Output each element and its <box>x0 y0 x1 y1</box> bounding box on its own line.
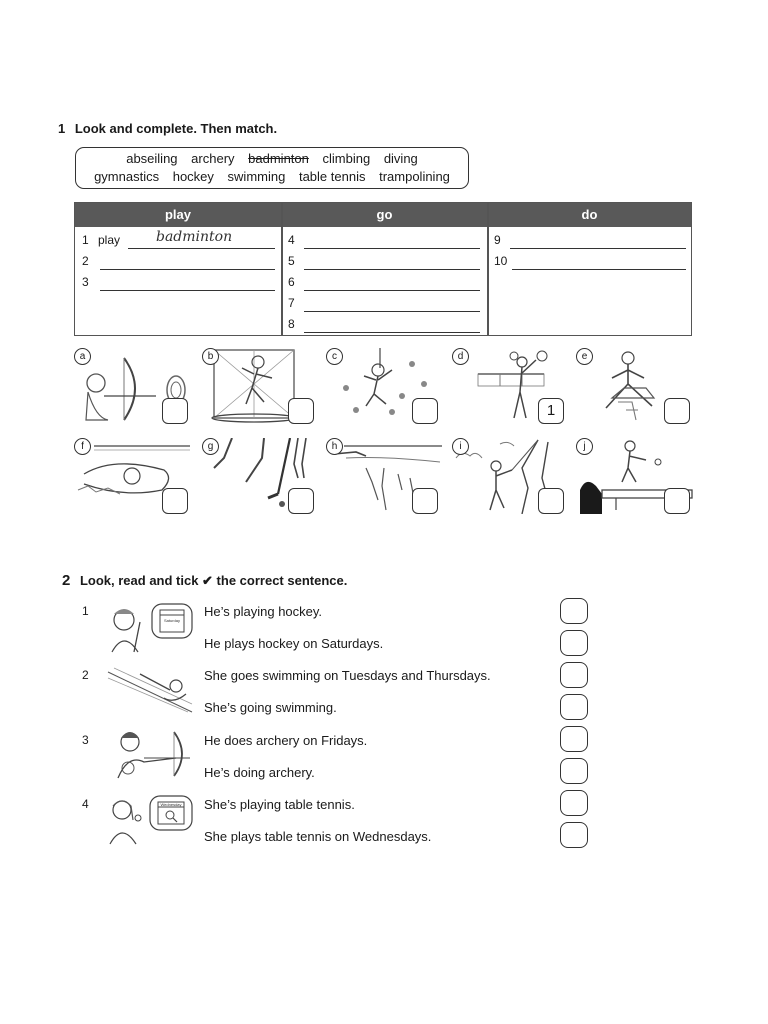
do-line-10[interactable] <box>494 254 686 272</box>
picture-letter: i <box>452 438 469 455</box>
answer-box[interactable] <box>664 398 690 424</box>
word-table-tennis: table tennis <box>298 169 366 184</box>
word-badminton-crossed: badminton <box>248 151 309 166</box>
word-bank <box>75 147 469 189</box>
play-line-2[interactable] <box>82 254 275 272</box>
item-number: 2 <box>82 254 89 268</box>
picture-letter: h <box>326 438 343 455</box>
item-number: 5 <box>288 254 295 268</box>
item-number: 7 <box>288 296 295 310</box>
picture-letter: e <box>576 348 593 365</box>
girl-swimming-icon <box>104 664 196 714</box>
answer-box[interactable] <box>538 488 564 514</box>
answer-box[interactable] <box>288 488 314 514</box>
item-number: 4 <box>82 797 89 811</box>
play-go-do-table <box>74 202 692 336</box>
answer-box[interactable] <box>162 398 188 424</box>
exercise-1-instruction: Look and complete. Then match. <box>74 121 278 136</box>
play-line-1[interactable] <box>82 229 275 251</box>
item-number: 10 <box>494 254 508 268</box>
item-number: 4 <box>288 233 295 247</box>
picture-letter: j <box>576 438 593 455</box>
picture-h <box>326 438 444 514</box>
item-number: 3 <box>82 275 89 289</box>
word-swimming: swimming <box>227 169 286 184</box>
handwritten-answer: badminton <box>156 229 233 245</box>
go-line-6[interactable] <box>288 275 480 293</box>
picture-letter: a <box>74 348 91 365</box>
answer-box[interactable] <box>664 488 690 514</box>
exercise-2-instruction: Look, read and tick ✔ the correct sentence. <box>79 573 348 588</box>
girl-table-tennis-calendar-icon <box>104 794 196 846</box>
picture-g <box>202 438 320 514</box>
go-line-7[interactable] <box>288 296 480 314</box>
tick-box[interactable] <box>560 598 588 624</box>
go-line-4[interactable] <box>288 233 480 251</box>
exercise-2-title <box>62 572 347 589</box>
answer-box[interactable] <box>288 398 314 424</box>
column-divider <box>487 203 489 335</box>
tick-box[interactable] <box>560 630 588 656</box>
go-line-8[interactable] <box>288 317 480 335</box>
picture-letter: c <box>326 348 343 365</box>
column-header-play: play <box>75 203 281 227</box>
answer-box[interactable] <box>412 488 438 514</box>
word-climbing: climbing <box>322 151 371 166</box>
exercise-2-number: 2 <box>62 572 71 589</box>
sentence-2b: She’s going swimming. <box>204 700 337 715</box>
calendar-day-label: Wednesday <box>160 802 182 807</box>
sentence-4a: She’s playing table tennis. <box>204 797 355 812</box>
play-line-3[interactable] <box>82 275 275 293</box>
sentence-3a: He does archery on Fridays. <box>204 733 368 748</box>
calendar-day-label: Saturday <box>163 618 181 623</box>
sentence-2a: She goes swimming on Tuesdays and Thursdays. <box>204 668 491 683</box>
do-line-9[interactable] <box>494 233 686 251</box>
picture-j <box>576 438 694 514</box>
picture-e <box>576 348 694 424</box>
picture-f <box>74 438 192 514</box>
sentence-4b: She plays table tennis on Wednesdays. <box>204 829 432 844</box>
picture-letter: b <box>202 348 219 365</box>
picture-c <box>326 348 444 424</box>
item-number: 9 <box>494 233 501 247</box>
picture-letter: f <box>74 438 91 455</box>
answer-box[interactable] <box>412 398 438 424</box>
tick-box[interactable] <box>560 726 588 752</box>
go-line-5[interactable] <box>288 254 480 272</box>
exercise-1-title <box>58 121 277 136</box>
tick-box[interactable] <box>560 758 588 784</box>
boy-archery-icon <box>104 728 196 780</box>
word-hockey: hockey <box>172 169 214 184</box>
word-diving: diving <box>383 151 418 166</box>
tick-box[interactable] <box>560 822 588 848</box>
sentence-1b: He plays hockey on Saturdays. <box>204 636 384 651</box>
item-number: 1 <box>82 233 89 247</box>
word-gymnastics: gymnastics <box>94 169 160 184</box>
picture-i <box>452 438 570 514</box>
play-prefix: play <box>98 233 121 247</box>
picture-b <box>202 348 320 424</box>
word-abseiling: abseiling <box>126 151 178 166</box>
boy-hockey-calendar-icon <box>104 602 196 654</box>
item-number: 6 <box>288 275 295 289</box>
item-number: 1 <box>82 604 89 618</box>
tick-box[interactable] <box>560 694 588 720</box>
picture-a <box>74 348 192 424</box>
answer-box[interactable]: 1 <box>538 398 564 424</box>
column-header-go: go <box>282 203 487 227</box>
picture-d <box>452 348 570 424</box>
answer-box[interactable] <box>162 488 188 514</box>
word-trampolining: trampolining <box>379 169 450 184</box>
column-divider <box>281 203 283 335</box>
tick-box[interactable] <box>560 790 588 816</box>
item-number: 3 <box>82 733 89 747</box>
word-bank-row-1 <box>76 151 468 166</box>
sentence-1a: He’s playing hockey. <box>204 604 323 619</box>
word-bank-row-2 <box>76 169 468 184</box>
tick-box[interactable] <box>560 662 588 688</box>
picture-letter: d <box>452 348 469 365</box>
item-number: 8 <box>288 317 295 331</box>
column-header-do: do <box>488 203 691 227</box>
picture-letter: g <box>202 438 219 455</box>
word-archery: archery <box>191 151 235 166</box>
sentence-3b: He’s doing archery. <box>204 765 315 780</box>
item-number: 2 <box>82 668 89 682</box>
exercise-1-number: 1 <box>58 121 66 136</box>
